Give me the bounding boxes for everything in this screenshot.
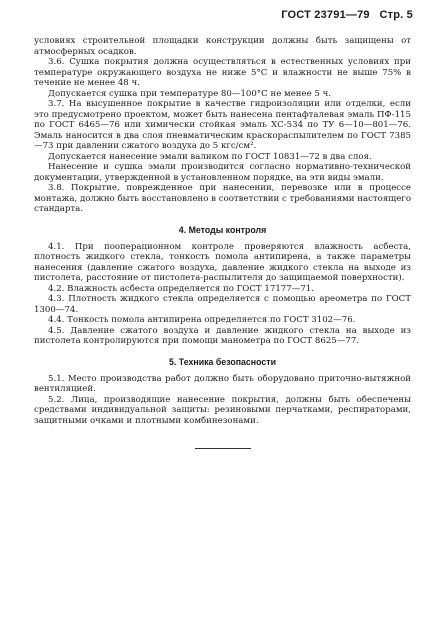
paragraph-3-6: 3.6. Сушка покрытия должна осуществляться в естественных условиях при температуре окружающего воздуха не ниже 5°С и влажности не выше 75% в течение не менее 48 ч. [34, 57, 411, 88]
paragraph-4-5: 4.5. Давление сжатого воздуха и давление жидкого стекла на выходе из пистолета контролируются при помощи манометра по ГОСТ 8625—77. [34, 325, 411, 346]
paragraph-5-1: 5.1. Место производства работ должно быть оборудовано приточно-вытяжной вентиляцией. [34, 373, 411, 394]
paragraph-continuation: условиях строительной площадки конструкции должны быть защищены от атмосферных осадков. [34, 36, 411, 57]
paragraph-drying-note: Допускается сушка при температуре 80—100°С не менее 5 ч. [48, 88, 332, 99]
paragraph-enamel-note: Нанесение и сушка эмали производится согласно нормативно-технической документации, утвержденной в установленном порядке, на эти виды эмали. [34, 162, 411, 183]
paragraph-4-1: 4.1. При пооперационном контроле проверяются влажность асбеста, плотность жидкого стекла, тонкость помола антипирена, а также параметры нанесения (давление сжатого воздуха, давление жидкого стекла на выходе из пистолета, расстояние от пистолета-распылителя до защищаемой поверхности). [34, 241, 411, 283]
paragraph-4-2: 4.2. Влажность асбеста определяется по ГОСТ 17177—71. [48, 283, 314, 294]
paragraph-4-3: 4.3. Плотность жидкого стекла определяется с помощью ареометра по ГОСТ 1300—74. [34, 294, 411, 315]
paragraph-3-7: 3.7. На высушенное покрытие в качестве гидроизоляции или отделки, если это предусмотрено проектом, может быть нанесена пентафталевая эмаль ПФ-115 по ГОСТ 6465—76 или химически стойкая эмаль ХС-534 по ТУ 6—10—801—76. Эмаль наносится в два слоя пневматическим краскораспылителем по ГОСТ 7385—73 при давлении сжатого воздуха до 5 кгс/см². [34, 99, 411, 151]
paragraph-roller-note: Допускается нанесение эмали валиком по ГОСТ 10831—72 в два слоя. [48, 151, 372, 162]
section-5-title: 5. Техника безопасности [169, 356, 276, 367]
standard-number: ГОСТ 23791—79 [281, 9, 370, 21]
paragraph-5-2: 5.2. Лица, производящие нанесение покрытия, должны быть обеспечены средствами индивидуальной защиты: резиновыми перчатками, респираторами, защитными очками и плотными комбинезонами. [34, 394, 411, 426]
end-divider [195, 448, 251, 449]
section-4-title: 4. Методы контроля [178, 224, 267, 235]
paragraph-4-4: 4.4. Тонкость помола антипирена определяется по ГОСТ 3102—76. [48, 315, 356, 325]
page-header [281, 9, 413, 21]
document-body [34, 36, 411, 449]
paragraph-3-8: 3.8. Покрытие, поврежденное при нанесении, перевозке или в процессе монтажа, должно быть восстановлено в соответствии с требованиями настоящего стандарта. [34, 183, 411, 214]
page-number: Стр. 5 [379, 9, 413, 21]
